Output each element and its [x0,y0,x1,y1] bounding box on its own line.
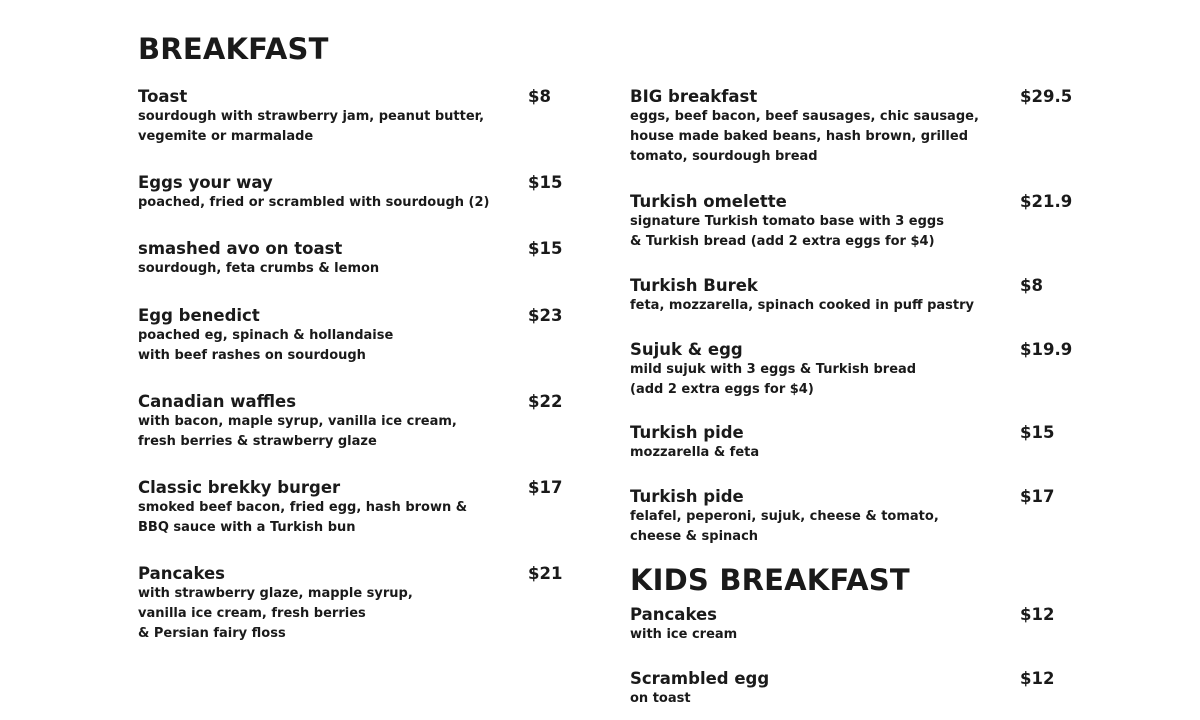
menu-item-turkish-burek [630,276,1075,316]
item-description [630,689,1075,709]
menu-item-eggs-your-way [138,173,568,213]
item-description [138,326,568,366]
item-price: $15 [528,239,563,258]
item-description-line: & Persian fairy floss [138,626,286,641]
item-description-line: poached, fried or scrambled with sourdough (2) [138,195,490,210]
item-name: Turkish pide [630,423,744,442]
menu-item-egg-benedict [138,306,568,366]
item-description-line: sourdough, feta crumbs & lemon [138,261,380,276]
item-description-line: mild sujuk with 3 eggs & Turkish bread [630,362,917,377]
item-price: $8 [528,87,551,106]
item-description-line: fresh berries & strawberry glaze [138,434,377,449]
item-description-line: smoked beef bacon, fried egg, hash brown & [138,500,468,515]
item-price: $23 [528,306,563,325]
item-description [138,193,568,213]
item-name: Turkish omelette [630,192,787,211]
item-description-line: mozzarella & feta [630,445,760,460]
item-description-line: (add 2 extra eggs for $4) [630,382,814,397]
item-price: $15 [528,173,563,192]
item-price: $17 [1020,487,1055,506]
item-description-line: poached eg, spinach & hollandaise [138,328,394,343]
item-name: BIG breakfast [630,87,758,106]
item-description [630,107,1075,167]
item-description-line: & Turkish bread (add 2 extra eggs for $4) [630,234,935,249]
item-description [630,212,1075,252]
item-description-line: with beef rashes on sourdough [138,348,366,363]
item-price: $12 [1020,605,1055,624]
item-description [630,443,1075,463]
item-name: Toast [138,87,188,106]
item-description-line: eggs, beef bacon, beef sausages, chic sausage, [630,109,979,124]
kids-breakfast-heading: KIDS BREAKFAST [630,563,910,597]
item-price: $15 [1020,423,1055,442]
menu-item-turkish-pide-2 [630,487,1075,547]
menu-item-canadian-waffles [138,392,568,452]
menu-item-toast [138,87,568,147]
item-name: Pancakes [138,564,225,583]
item-description-line: vegemite or marmalade [138,129,314,144]
menu-item-classic-brekky-burger [138,478,568,538]
item-name: Pancakes [630,605,717,624]
item-description-line: felafel, peperoni, sujuk, cheese & tomato, [630,509,939,524]
menu-item-pancakes [138,564,568,644]
item-description-line: with ice cream [630,627,738,642]
item-description-line: vanilla ice cream, fresh berries [138,606,366,621]
breakfast-heading: BREAKFAST [138,32,329,66]
item-description-line: tomato, sourdough bread [630,149,818,164]
item-description-line: BBQ sauce with a Turkish bun [138,520,356,535]
item-description-line: house made baked beans, hash brown, grilled [630,129,968,144]
item-price: $17 [528,478,563,497]
item-name: Eggs your way [138,173,273,192]
item-name: Classic brekky burger [138,478,341,497]
item-description [138,259,568,279]
item-price: $29.5 [1020,87,1073,106]
item-description-line: with bacon, maple syrup, vanilla ice cream, [138,414,457,429]
menu-item-kids-scrambled-egg [630,669,1075,709]
item-description [630,296,1075,316]
item-description-line: with strawberry glaze, mapple syrup, [138,586,413,601]
menu-item-sujuk-and-egg [630,340,1075,400]
item-name: Sujuk & egg [630,340,743,359]
item-price: $12 [1020,669,1055,688]
item-description-line: feta, mozzarella, spinach cooked in puff pastry [630,298,974,313]
item-description [138,584,568,644]
item-name: smashed avo on toast [138,239,343,258]
item-description [138,498,568,538]
item-description-line: signature Turkish tomato base with 3 eggs [630,214,944,229]
item-name: Scrambled egg [630,669,770,688]
item-price: $21 [528,564,563,583]
item-price: $19.9 [1020,340,1073,359]
item-description [138,412,568,452]
menu-item-big-breakfast [630,87,1075,167]
item-description [138,107,568,147]
item-description-line: sourdough with strawberry jam, peanut butter, [138,109,485,124]
item-price: $21.9 [1020,192,1073,211]
item-description [630,360,1075,400]
item-name: Canadian waffles [138,392,297,411]
menu-item-smashed-avo [138,239,568,279]
item-description [630,507,1075,547]
menu-item-kids-pancakes [630,605,1075,645]
item-description [630,625,1075,645]
item-description-line: cheese & spinach [630,529,759,544]
menu-item-turkish-pide-1 [630,423,1075,463]
item-name: Turkish Burek [630,276,758,295]
item-name: Turkish pide [630,487,744,506]
item-description-line: on toast [630,691,691,706]
item-name: Egg benedict [138,306,260,325]
item-price: $22 [528,392,563,411]
menu-item-turkish-omelette [630,192,1075,252]
item-price: $8 [1020,276,1043,295]
